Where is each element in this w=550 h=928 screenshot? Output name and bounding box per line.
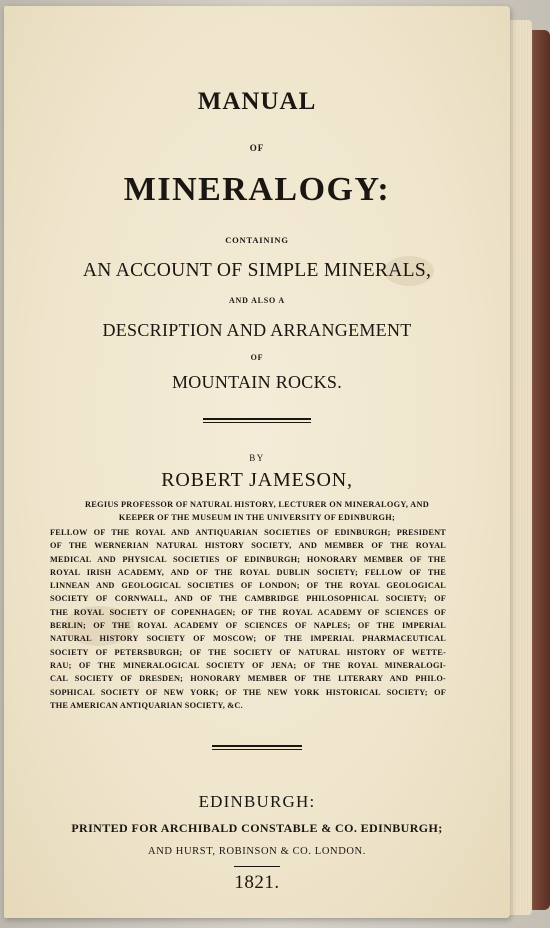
subtitle-simple-minerals: AN ACCOUNT OF SIMPLE MINERALS, — [82, 260, 432, 281]
fellowship-line: MEDICAL AND PHYSICAL SOCIETIES OF EDINBURGH; HONORARY MEMBER OF THE — [50, 554, 446, 564]
fellowship-line: SOCIETY OF CORNWALL, AND OF THE CAMBRIDGE PHILOSOPHICAL SOCIETY; OF — [50, 594, 446, 604]
fellowship-line: BERLIN; OF THE ROYAL ACADEMY OF SCIENCES OF NAPLES; OF THE IMPERIAL — [50, 621, 446, 631]
containing-label: CONTAINING — [225, 235, 289, 245]
fellowship-line: NATURAL HISTORY SOCIETY OF MOSCOW; OF THE IMPERIAL PHARMACEUTICAL — [50, 634, 446, 644]
title-line-manual: MANUAL — [197, 88, 317, 115]
title-of: OF — [249, 143, 265, 153]
fellowship-line: THE ROYAL SOCIETY OF COPENHAGEN; OF THE ROYAL ACADEMY OF SCIENCES OF — [50, 607, 446, 617]
author-credentials-line-2: KEEPER OF THE MUSEUM IN THE UNIVERSITY OF EDINBURGH; — [118, 513, 396, 522]
author-credentials-line-1: REGIUS PROFESSOR OF NATURAL HISTORY, LECTURER ON MINERALOGY, AND — [84, 500, 430, 509]
fellowship-line: ROYAL IRISH ACADEMY, AND OF THE ROYAL DUBLIN SOCIETY; FELLOW OF THE — [50, 567, 446, 577]
fellowship-line: CAL SOCIETY OF DRESDEN; HONORARY MEMBER OF THE LITERARY AND PHILO- — [50, 674, 446, 684]
and-also-label: AND ALSO A — [228, 296, 285, 305]
ornamental-rule — [212, 745, 302, 750]
fellowship-line: THE AMERICAN ANTIQUARIAN SOCIETY, &C. — [50, 700, 243, 710]
fellowship-line: SOCIETY OF PETERSBURGH; OF THE SOCIETY OF NATURAL HISTORY OF WETTE- — [50, 647, 446, 657]
fellowship-line: LINNEAN AND GEOLOGICAL SOCIETIES OF LONDON; OF THE ROYAL GEOLOGICAL — [50, 581, 446, 591]
subtitle-mountain-rocks: MOUNTAIN ROCKS. — [171, 372, 343, 392]
imprint-year: 1821. — [234, 872, 280, 893]
fellowship-line: SOPHICAL SOCIETY OF NEW YORK; OF THE NEW YORK HISTORICAL SOCIETY; OF — [50, 687, 446, 697]
fellowship-line: FELLOW OF THE ROYAL AND ANTIQUARIAN SOCIETIES OF EDINBURGH; PRESIDENT — [50, 528, 446, 537]
title-line-mineralogy: MINERALOGY: — [123, 171, 391, 208]
fellowship-line: RAU; OF THE MINERALOGICAL SOCIETY OF JENA; OF THE ROYAL MINERALOGI- — [50, 660, 446, 670]
imprint-printer: PRINTED FOR ARCHIBALD CONSTABLE & CO. EDINBURGH; — [71, 821, 443, 835]
subtitle-description: DESCRIPTION AND ARRANGEMENT — [102, 320, 412, 340]
ornamental-rule — [203, 418, 311, 423]
fellowship-line: OF THE WERNERIAN NATURAL HISTORY SOCIETY, AND MEMBER OF THE ROYAL — [50, 541, 446, 551]
fellowships-paragraph — [50, 526, 446, 712]
imprint-copublisher: AND HURST, ROBINSON & CO. LONDON. — [148, 846, 366, 857]
title-page — [4, 6, 510, 918]
author-name: ROBERT JAMESON, — [161, 469, 353, 491]
imprint-city: EDINBURGH: — [198, 792, 316, 811]
by-label: BY — [249, 453, 265, 463]
subtitle-of: OF — [250, 353, 264, 362]
short-rule — [234, 866, 280, 867]
